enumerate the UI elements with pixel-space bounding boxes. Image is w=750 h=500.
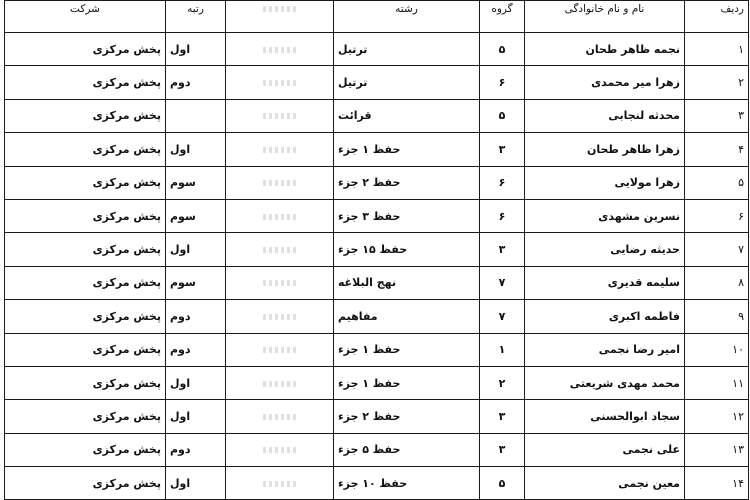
row-name: حدیثه رضایی [525, 233, 685, 266]
row-group: ۳ [480, 400, 525, 433]
faded-mark [263, 247, 297, 253]
row-rank: دوم [166, 433, 226, 466]
row-index: ۱ [685, 33, 749, 66]
table-row [5, 433, 749, 466]
row-rank: دوم [166, 66, 226, 99]
row-score [226, 166, 334, 199]
row-name: زهرا میر محمدی [525, 66, 685, 99]
row-name: محدثه لنجابی [525, 99, 685, 132]
row-rank: اول [166, 233, 226, 266]
row-field: حفظ ۲ جزء [334, 400, 480, 433]
row-score [226, 199, 334, 232]
row-name: نجمه ظاهر طحان [525, 33, 685, 66]
row-score [226, 66, 334, 99]
row-company: پخش مرکزی [5, 233, 166, 266]
row-field: حفظ ۵ جزء [334, 433, 480, 466]
row-field: ترتیل [334, 33, 480, 66]
row-score [226, 233, 334, 266]
row-index: ۳ [685, 99, 749, 132]
header-group: گروه [480, 1, 525, 33]
table-row [5, 166, 749, 199]
row-field: حفظ ۱ جزء [334, 133, 480, 166]
row-name: فاطمه اکبری [525, 300, 685, 333]
row-score [226, 133, 334, 166]
faded-mark [263, 447, 297, 453]
table-row [5, 400, 749, 433]
row-index: ۱۰ [685, 333, 749, 366]
header-index: ردیف [685, 1, 749, 33]
row-rank [166, 99, 226, 132]
row-field: حفظ ۱ جزء [334, 366, 480, 399]
row-company: پخش مرکزی [5, 400, 166, 433]
row-name: معین نجمی [525, 467, 685, 500]
row-index: ۱۳ [685, 433, 749, 466]
row-rank: سوم [166, 166, 226, 199]
row-index: ۱۲ [685, 400, 749, 433]
row-rank: اول [166, 33, 226, 66]
row-company: پخش مرکزی [5, 66, 166, 99]
row-company: پخش مرکزی [5, 133, 166, 166]
faded-mark [263, 314, 297, 320]
row-index: ۱۴ [685, 467, 749, 500]
row-field: نهج البلاغه [334, 266, 480, 299]
header-field: رشته [334, 1, 480, 33]
row-field: حفظ ۱ جزء [334, 333, 480, 366]
row-rank: اول [166, 366, 226, 399]
table-row [5, 199, 749, 232]
faded-mark [263, 214, 297, 220]
row-index: ۵ [685, 166, 749, 199]
table-row [5, 233, 749, 266]
row-score [226, 400, 334, 433]
row-field: حفظ ۱۵ جزء [334, 233, 480, 266]
faded-mark [263, 6, 297, 12]
row-name: علی نجمی [525, 433, 685, 466]
row-name: سلیمه قدیری [525, 266, 685, 299]
row-name: سجاد ابوالحسنی [525, 400, 685, 433]
row-name: زهرا ظاهر طحان [525, 133, 685, 166]
row-group: ۱ [480, 333, 525, 366]
header-rank: رتبه [166, 1, 226, 33]
row-score [226, 33, 334, 66]
row-company: پخش مرکزی [5, 166, 166, 199]
row-index: ۲ [685, 66, 749, 99]
row-rank: سوم [166, 266, 226, 299]
faded-mark [263, 347, 297, 353]
row-group: ۶ [480, 66, 525, 99]
faded-mark [263, 180, 297, 186]
row-rank: اول [166, 467, 226, 500]
row-company: پخش مرکزی [5, 300, 166, 333]
row-company: پخش مرکزی [5, 467, 166, 500]
faded-mark [263, 280, 297, 286]
row-name: نسرین مشهدی [525, 199, 685, 232]
row-field: حفظ ۱۰ جزء [334, 467, 480, 500]
row-group: ۶ [480, 166, 525, 199]
results-table [4, 0, 749, 500]
row-field: حفظ ۲ جزء [334, 166, 480, 199]
row-company: پخش مرکزی [5, 199, 166, 232]
row-index: ۸ [685, 266, 749, 299]
table-row [5, 133, 749, 166]
row-field: مفاهیم [334, 300, 480, 333]
row-group: ۶ [480, 199, 525, 232]
table-row [5, 266, 749, 299]
row-score [226, 99, 334, 132]
row-group: ۵ [480, 33, 525, 66]
header-score [226, 1, 334, 33]
table-row [5, 300, 749, 333]
table-row [5, 33, 749, 66]
row-company: پخش مرکزی [5, 433, 166, 466]
row-field: حفظ ۳ جزء [334, 199, 480, 232]
row-field: قرائت [334, 99, 480, 132]
row-group: ۳ [480, 233, 525, 266]
row-rank: سوم [166, 199, 226, 232]
row-score [226, 333, 334, 366]
table-row [5, 366, 749, 399]
table-row [5, 99, 749, 132]
row-group: ۵ [480, 99, 525, 132]
row-company: پخش مرکزی [5, 266, 166, 299]
row-group: ۷ [480, 300, 525, 333]
row-group: ۳ [480, 433, 525, 466]
row-score [226, 366, 334, 399]
row-company: پخش مرکزی [5, 33, 166, 66]
row-group: ۲ [480, 366, 525, 399]
row-group: ۵ [480, 467, 525, 500]
row-field: ترتیل [334, 66, 480, 99]
faded-mark [263, 47, 297, 53]
row-rank: اول [166, 400, 226, 433]
header-company: شرکت [5, 1, 166, 33]
header-name: نام و نام خانوادگی [525, 1, 685, 33]
row-company: پخش مرکزی [5, 333, 166, 366]
table-row [5, 467, 749, 500]
row-rank: اول [166, 133, 226, 166]
row-index: ۱۱ [685, 366, 749, 399]
table-row [5, 333, 749, 366]
row-rank: دوم [166, 300, 226, 333]
row-score [226, 266, 334, 299]
row-name: امیر رضا نجمی [525, 333, 685, 366]
row-name: زهرا مولایی [525, 166, 685, 199]
faded-mark [263, 80, 297, 86]
row-score [226, 433, 334, 466]
row-score [226, 467, 334, 500]
table-row [5, 66, 749, 99]
row-index: ۶ [685, 199, 749, 232]
row-company: پخش مرکزی [5, 366, 166, 399]
faded-mark [263, 147, 297, 153]
header-row [5, 1, 749, 33]
row-company: پخش مرکزی [5, 99, 166, 132]
faded-mark [263, 414, 297, 420]
row-rank: دوم [166, 333, 226, 366]
row-score [226, 300, 334, 333]
faded-mark [263, 381, 297, 387]
faded-mark [263, 481, 297, 487]
row-group: ۷ [480, 266, 525, 299]
row-group: ۳ [480, 133, 525, 166]
row-index: ۷ [685, 233, 749, 266]
row-index: ۴ [685, 133, 749, 166]
row-index: ۹ [685, 300, 749, 333]
faded-mark [263, 113, 297, 119]
row-name: محمد مهدی شریعتی [525, 366, 685, 399]
